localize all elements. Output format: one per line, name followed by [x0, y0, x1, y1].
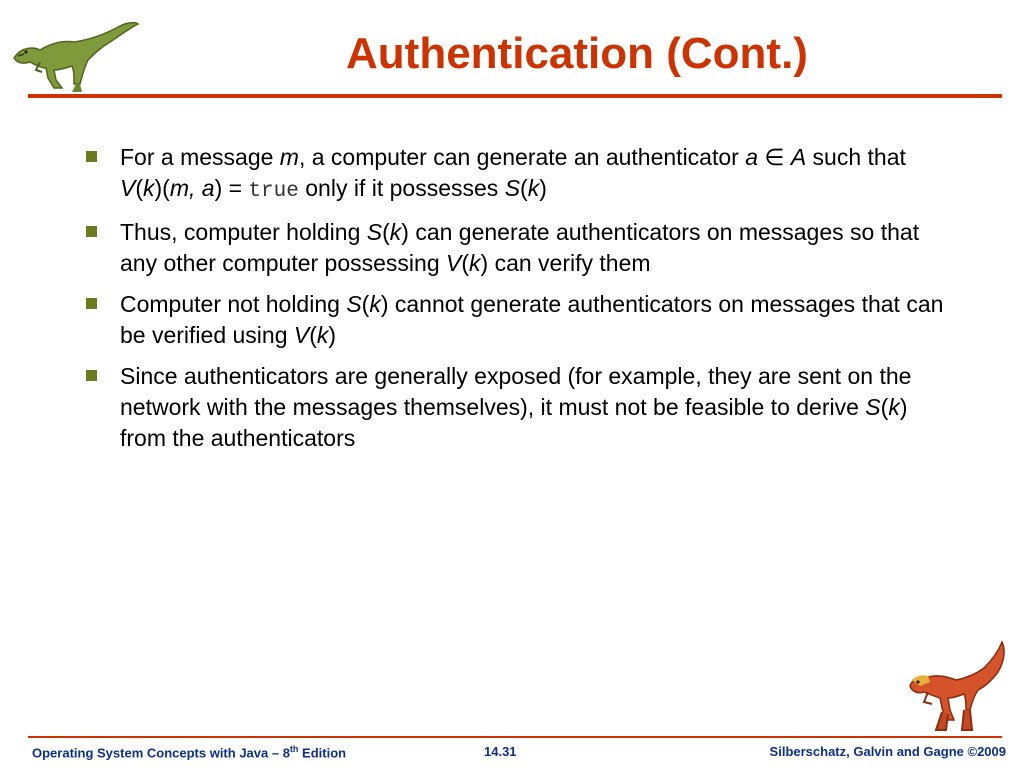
footer-divider	[28, 736, 1002, 738]
bullet-item	[84, 361, 944, 454]
dinosaur-icon	[10, 18, 140, 96]
slide-title: Authentication (Cont.)	[346, 29, 808, 78]
bullet-square-icon	[86, 370, 97, 381]
bullet-text: Computer not holding S(k) cannot generate authenticators on messages that can be verified using V(k)	[120, 291, 944, 348]
bullet-text: Thus, computer holding S(k) can generate authenticators on messages so that any other computer possessing V(k) can verify them	[120, 219, 920, 276]
footer-copyright: Silberschatz, Galvin and Gagne ©2009	[769, 744, 1006, 759]
bullet-item	[84, 289, 944, 351]
bullet-item	[84, 217, 944, 279]
bullet-square-icon	[86, 226, 97, 237]
bullet-text: Since authenticators are generally exposed (for example, they are sent on the network with the messages themselves), it must not be feasible to derive S(k) from the authenticators	[120, 363, 912, 451]
bullet-list	[84, 142, 944, 464]
bullet-text: For a message m, a computer can generate an authenticator a ∈ A such that V(k)(m, a) = true only if it possesses S(k)	[120, 144, 906, 203]
dinosaur-icon	[906, 640, 1010, 736]
footer-course-title: Operating System Concepts with Java – 8th Edition	[32, 744, 347, 761]
page-number: 14.31	[484, 744, 517, 759]
title-divider	[28, 94, 1002, 98]
bullet-square-icon	[86, 298, 97, 309]
bullet-square-icon	[86, 151, 97, 162]
bullet-item	[84, 142, 944, 207]
